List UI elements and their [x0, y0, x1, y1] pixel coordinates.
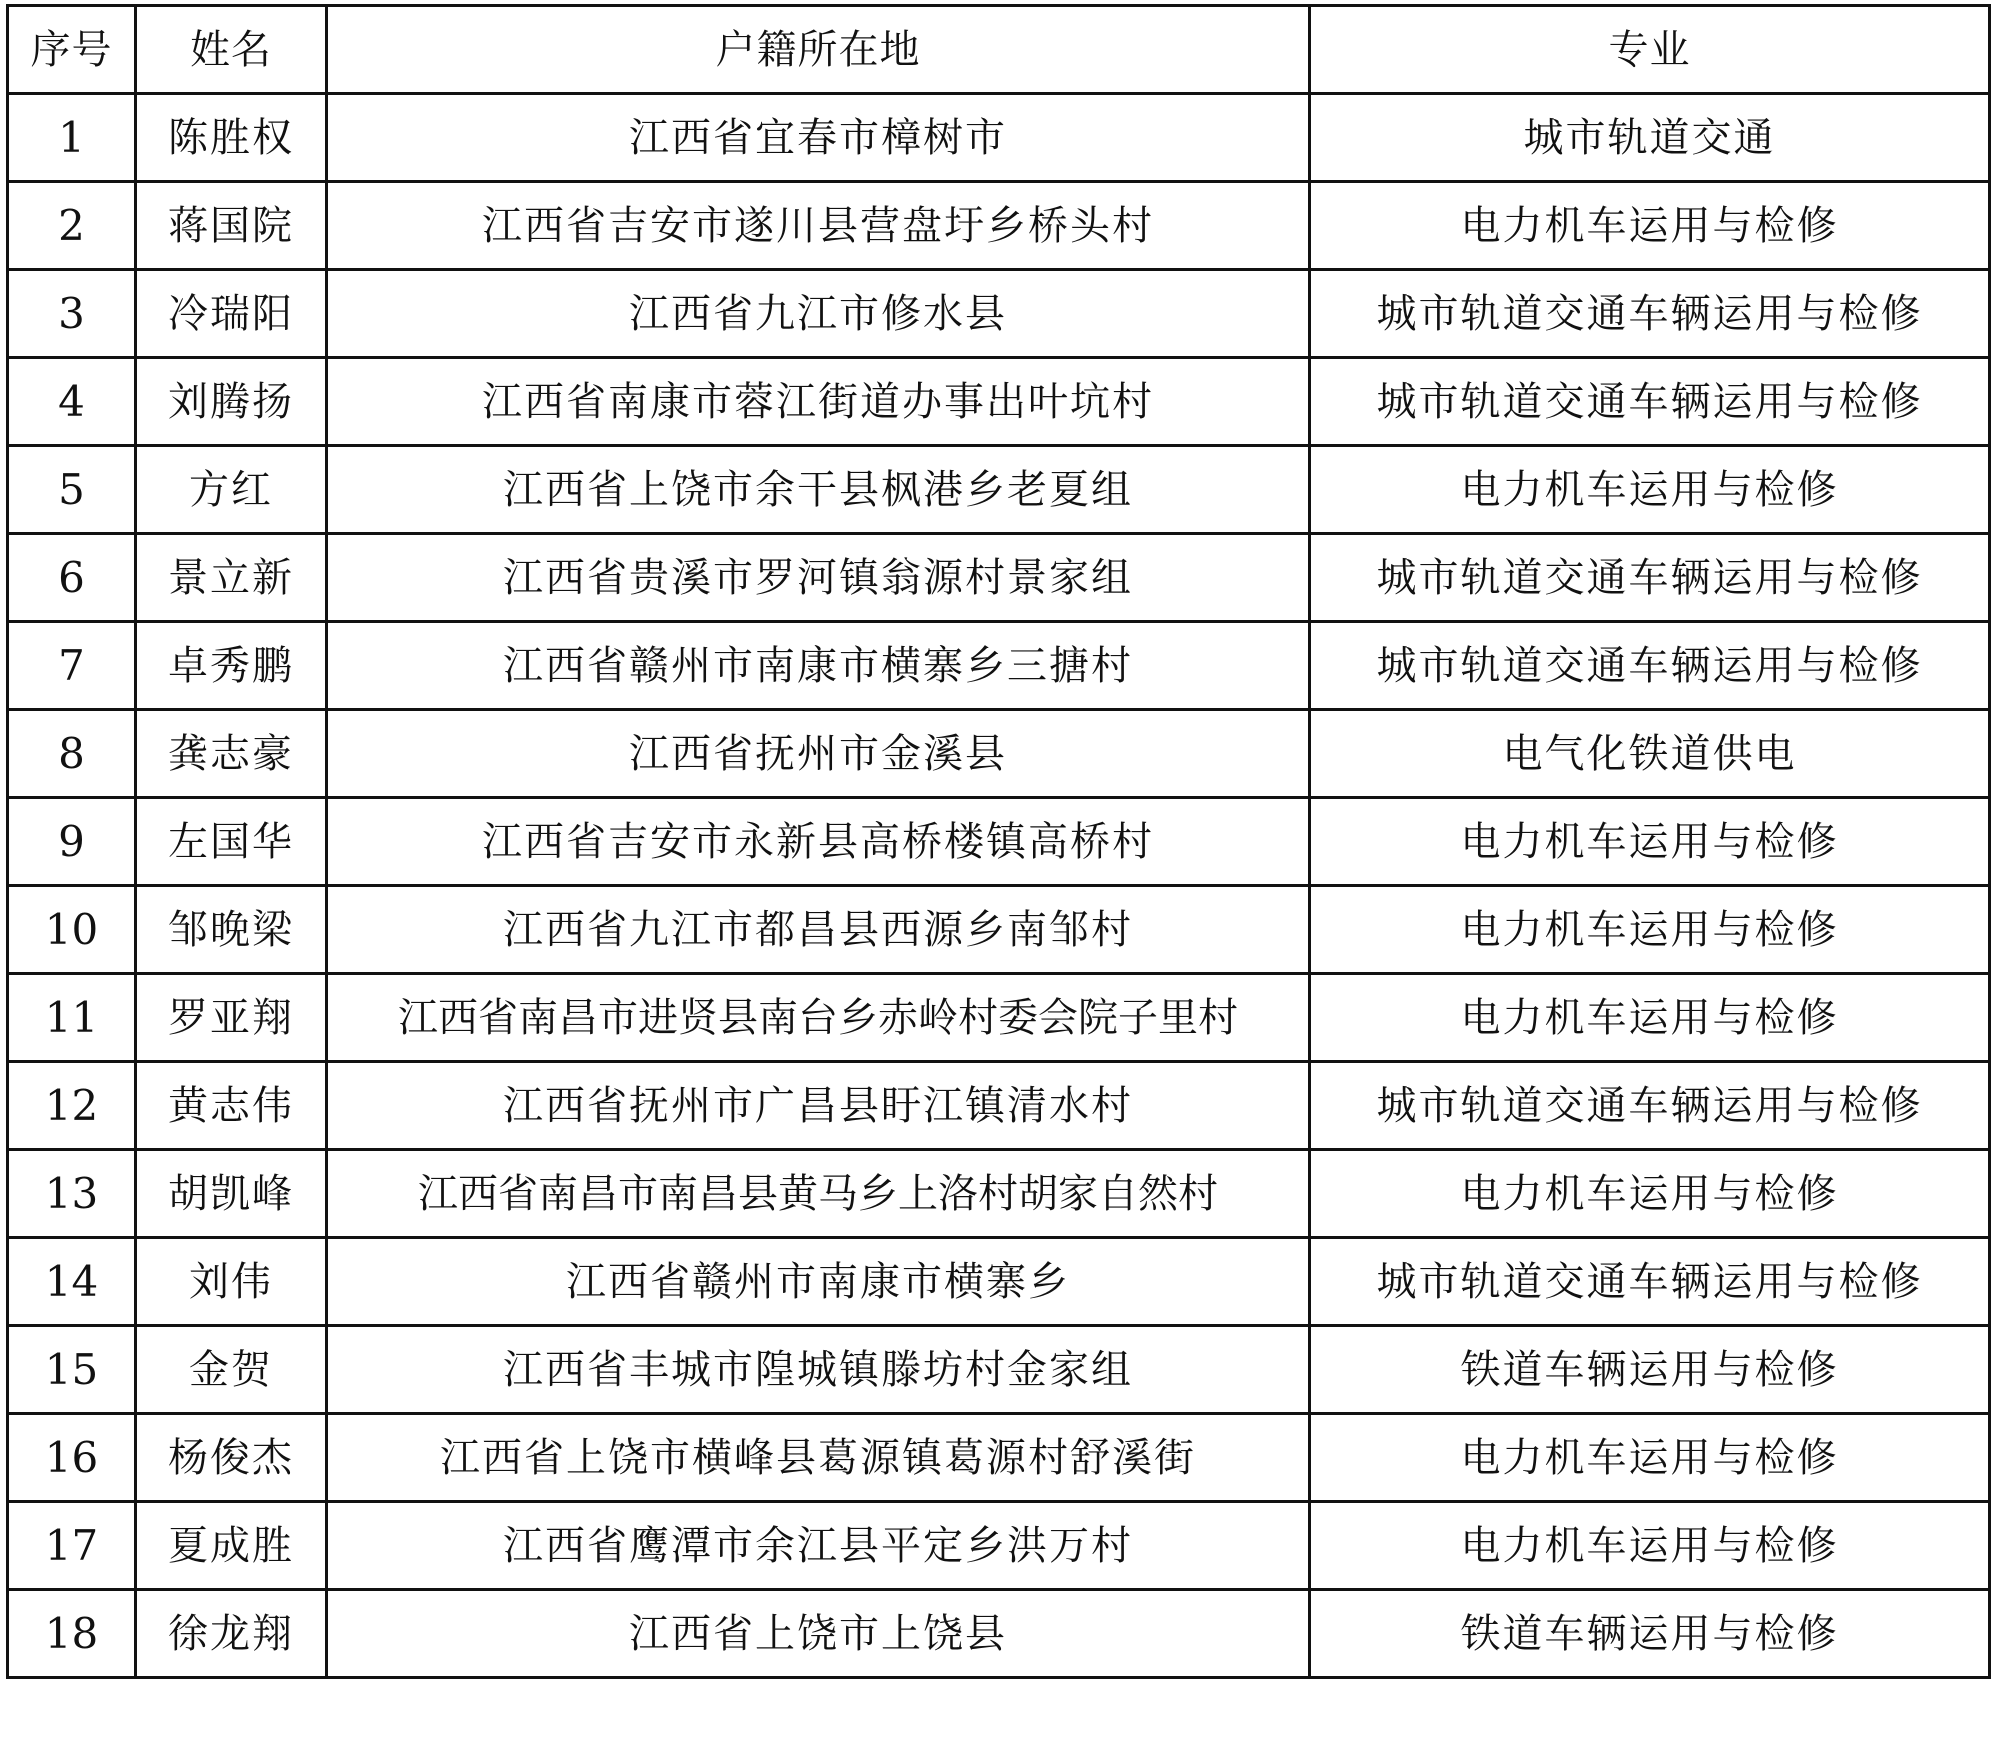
hometown-cell: 江西省宜春市樟树市	[327, 94, 1310, 182]
table-row	[8, 1326, 1990, 1414]
hometown-cell: 江西省上饶市余干县枫港乡老夏组	[327, 446, 1310, 534]
major-cell: 电力机车运用与检修	[1310, 182, 1990, 270]
serial-number-cell: 9	[8, 798, 136, 886]
hometown-cell: 江西省上饶市横峰县葛源镇葛源村舒溪街	[327, 1414, 1310, 1502]
table-row	[8, 534, 1990, 622]
major-cell: 城市轨道交通车辆运用与检修	[1310, 1062, 1990, 1150]
hometown-cell: 江西省丰城市隍城镇滕坊村金家组	[327, 1326, 1310, 1414]
table-row	[8, 1414, 1990, 1502]
serial-number-cell: 15	[8, 1326, 136, 1414]
name-cell: 龚志豪	[136, 710, 327, 798]
major-cell: 电力机车运用与检修	[1310, 446, 1990, 534]
name-cell: 蒋国院	[136, 182, 327, 270]
roster-sheet	[6, 4, 1991, 1679]
table-row	[8, 182, 1990, 270]
major-cell: 城市轨道交通车辆运用与检修	[1310, 1238, 1990, 1326]
major-cell: 电力机车运用与检修	[1310, 1414, 1990, 1502]
serial-number-cell: 18	[8, 1590, 136, 1678]
serial-number-cell: 4	[8, 358, 136, 446]
name-cell: 方红	[136, 446, 327, 534]
name-cell: 刘伟	[136, 1238, 327, 1326]
serial-number-cell: 7	[8, 622, 136, 710]
hometown-cell: 江西省南昌市南昌县黄马乡上洛村胡家自然村	[327, 1150, 1310, 1238]
hometown-cell: 江西省赣州市南康市横寨乡三搪村	[327, 622, 1310, 710]
major-cell: 铁道车辆运用与检修	[1310, 1326, 1990, 1414]
serial-number-cell: 16	[8, 1414, 136, 1502]
header-hometown: 户籍所在地	[327, 6, 1310, 94]
table-row	[8, 94, 1990, 182]
name-cell: 刘腾扬	[136, 358, 327, 446]
name-cell: 黄志伟	[136, 1062, 327, 1150]
hometown-cell: 江西省南昌市进贤县南台乡赤岭村委会院子里村	[327, 974, 1310, 1062]
hometown-cell: 江西省南康市蓉江街道办事出叶坑村	[327, 358, 1310, 446]
hometown-cell: 江西省鹰潭市余江县平定乡洪万村	[327, 1502, 1310, 1590]
hometown-cell: 江西省赣州市南康市横寨乡	[327, 1238, 1310, 1326]
table-body	[8, 94, 1990, 1678]
header-major: 专业	[1310, 6, 1990, 94]
table-header-row	[8, 6, 1990, 94]
major-cell: 电力机车运用与检修	[1310, 886, 1990, 974]
name-cell: 夏成胜	[136, 1502, 327, 1590]
serial-number-cell: 2	[8, 182, 136, 270]
name-cell: 胡凯峰	[136, 1150, 327, 1238]
serial-number-cell: 3	[8, 270, 136, 358]
major-cell: 电力机车运用与检修	[1310, 1502, 1990, 1590]
header-serial-number: 序号	[8, 6, 136, 94]
major-cell: 城市轨道交通车辆运用与检修	[1310, 270, 1990, 358]
serial-number-cell: 17	[8, 1502, 136, 1590]
major-cell: 城市轨道交通	[1310, 94, 1990, 182]
table-row	[8, 446, 1990, 534]
hometown-cell: 江西省贵溪市罗河镇翁源村景家组	[327, 534, 1310, 622]
name-cell: 陈胜权	[136, 94, 327, 182]
major-cell: 电力机车运用与检修	[1310, 974, 1990, 1062]
name-cell: 景立新	[136, 534, 327, 622]
name-cell: 杨俊杰	[136, 1414, 327, 1502]
hometown-cell: 江西省九江市都昌县西源乡南邹村	[327, 886, 1310, 974]
serial-number-cell: 11	[8, 974, 136, 1062]
name-cell: 卓秀鹏	[136, 622, 327, 710]
table-row	[8, 1502, 1990, 1590]
table-row	[8, 1238, 1990, 1326]
table-row	[8, 622, 1990, 710]
table-row	[8, 1150, 1990, 1238]
table-row	[8, 710, 1990, 798]
serial-number-cell: 10	[8, 886, 136, 974]
name-cell: 金贺	[136, 1326, 327, 1414]
name-cell: 冷瑞阳	[136, 270, 327, 358]
table-row	[8, 974, 1990, 1062]
serial-number-cell: 6	[8, 534, 136, 622]
table-row	[8, 1062, 1990, 1150]
hometown-cell: 江西省吉安市遂川县营盘圩乡桥头村	[327, 182, 1310, 270]
major-cell: 铁道车辆运用与检修	[1310, 1590, 1990, 1678]
name-cell: 徐龙翔	[136, 1590, 327, 1678]
name-cell: 左国华	[136, 798, 327, 886]
hometown-cell: 江西省吉安市永新县高桥楼镇高桥村	[327, 798, 1310, 886]
hometown-cell: 江西省九江市修水县	[327, 270, 1310, 358]
major-cell: 电力机车运用与检修	[1310, 798, 1990, 886]
serial-number-cell: 12	[8, 1062, 136, 1150]
name-cell: 邹晚梁	[136, 886, 327, 974]
student-roster-table	[6, 4, 1991, 1679]
major-cell: 城市轨道交通车辆运用与检修	[1310, 622, 1990, 710]
hometown-cell: 江西省抚州市广昌县盱江镇清水村	[327, 1062, 1310, 1150]
table-row	[8, 1590, 1990, 1678]
major-cell: 电气化铁道供电	[1310, 710, 1990, 798]
major-cell: 电力机车运用与检修	[1310, 1150, 1990, 1238]
hometown-cell: 江西省抚州市金溪县	[327, 710, 1310, 798]
table-row	[8, 798, 1990, 886]
serial-number-cell: 8	[8, 710, 136, 798]
serial-number-cell: 14	[8, 1238, 136, 1326]
hometown-cell: 江西省上饶市上饶县	[327, 1590, 1310, 1678]
major-cell: 城市轨道交通车辆运用与检修	[1310, 358, 1990, 446]
table-row	[8, 886, 1990, 974]
table-row	[8, 270, 1990, 358]
table-row	[8, 358, 1990, 446]
serial-number-cell: 1	[8, 94, 136, 182]
header-name: 姓名	[136, 6, 327, 94]
name-cell: 罗亚翔	[136, 974, 327, 1062]
major-cell: 城市轨道交通车辆运用与检修	[1310, 534, 1990, 622]
serial-number-cell: 13	[8, 1150, 136, 1238]
serial-number-cell: 5	[8, 446, 136, 534]
